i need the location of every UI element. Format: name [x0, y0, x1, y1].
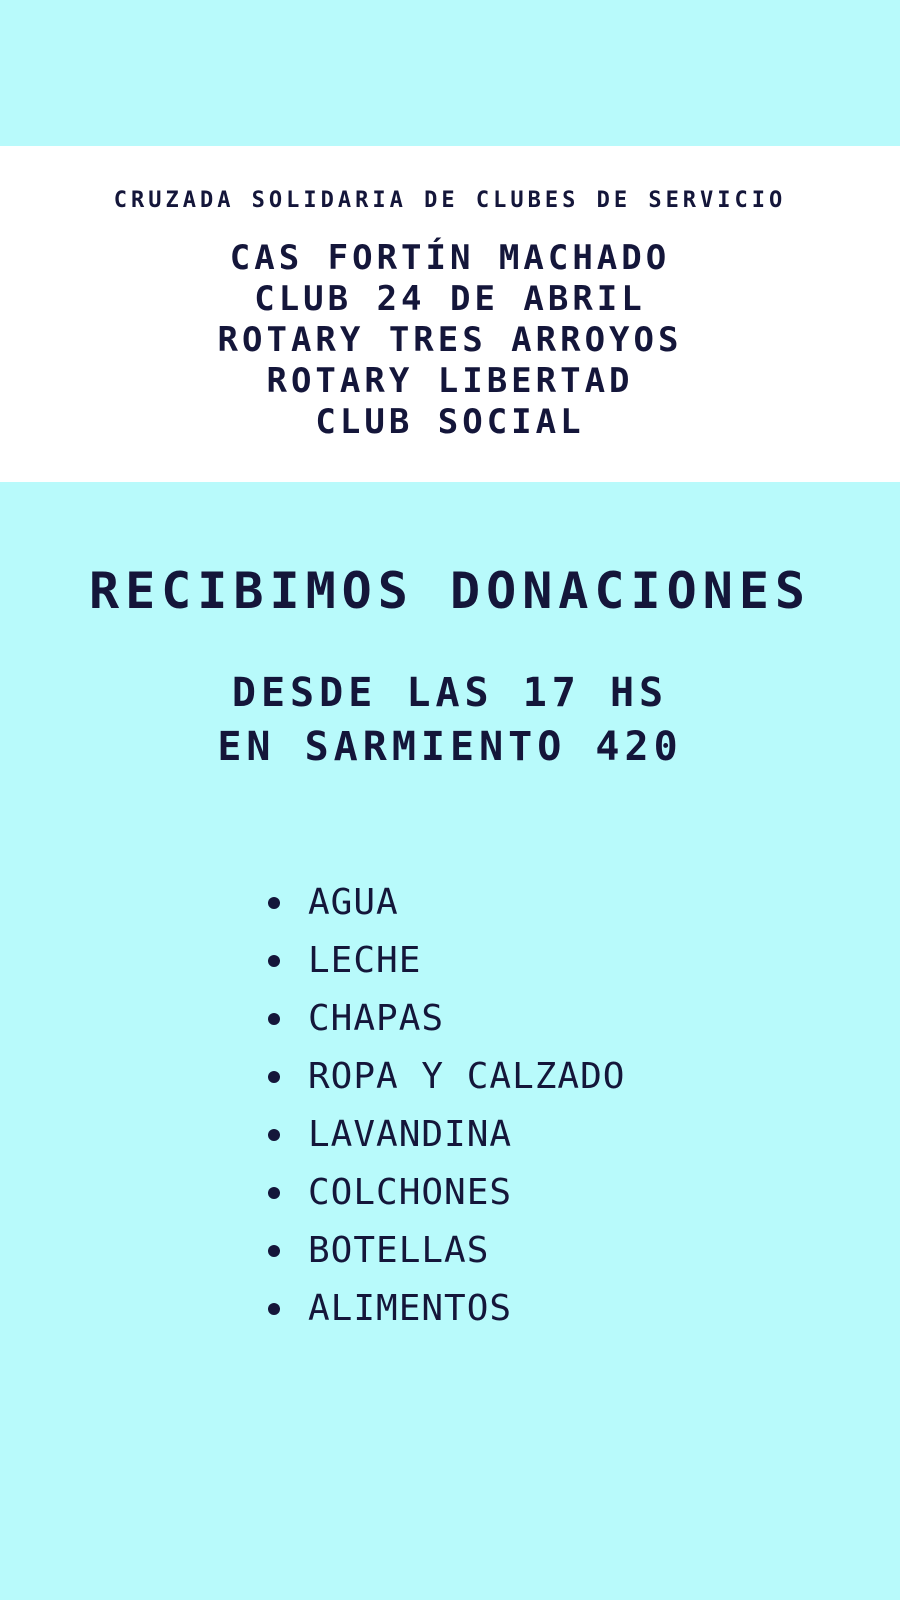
club-name: ROTARY TRES ARROYOS [217, 320, 683, 360]
item-label: BOTELLAS [308, 1230, 490, 1271]
item-label: COLCHONES [308, 1172, 513, 1213]
item-label: ALIMENTOS [308, 1288, 513, 1329]
club-name: ROTARY LIBERTAD [266, 361, 634, 401]
main-title: RECIBIMOS DONACIONES [88, 562, 812, 620]
item-label: LECHE [308, 940, 422, 981]
bullet-icon [268, 897, 280, 909]
details-time: DESDE LAS 17 HS [231, 670, 669, 716]
club-name: CLUB SOCIAL [315, 402, 585, 442]
bullet-icon [268, 955, 280, 967]
club-name: CAS FORTÍN MACHADO [229, 238, 671, 278]
clubs-list [0, 238, 900, 443]
bullet-icon [268, 1071, 280, 1083]
item-label: ROPA Y CALZADO [308, 1056, 626, 1097]
bullet-icon [268, 1013, 280, 1025]
item-label: CHAPAS [308, 998, 445, 1039]
details-address: EN SARMIENTO 420 [217, 724, 683, 770]
bullet-icon [268, 1129, 280, 1141]
bullet-icon [268, 1187, 280, 1199]
top-band [0, 0, 900, 146]
item-label: AGUA [308, 882, 399, 923]
header-subtitle: CRUZADA SOLIDARIA DE CLUBES DE SERVICIO [113, 188, 787, 213]
donation-details [0, 666, 900, 774]
bullet-icon [268, 1303, 280, 1315]
club-name: CLUB 24 DE ABRIL [254, 279, 646, 319]
item-label: LAVANDINA [308, 1114, 513, 1155]
bullet-icon [268, 1245, 280, 1257]
